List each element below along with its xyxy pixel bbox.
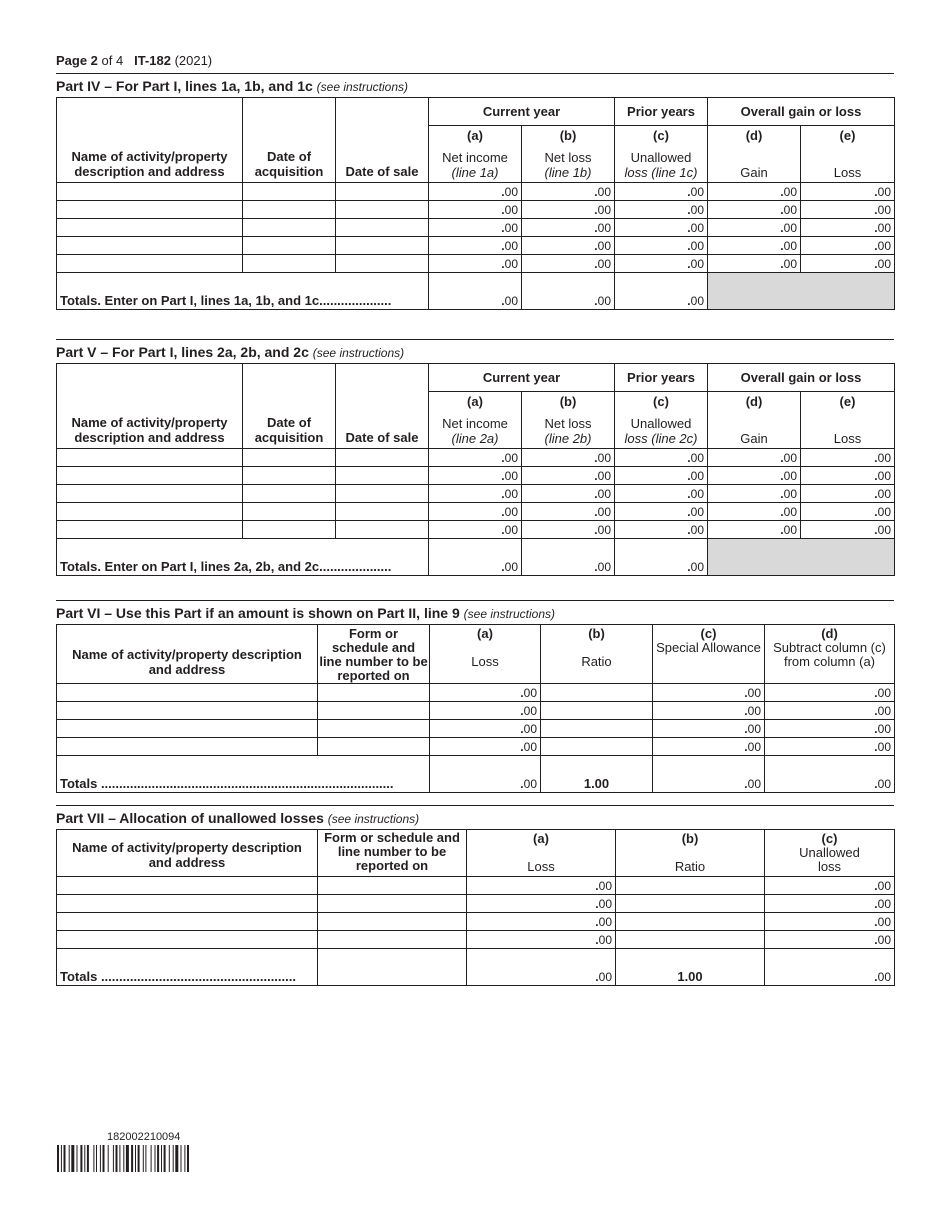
- entry-field[interactable]: [243, 449, 336, 467]
- amount-field[interactable]: .00: [522, 449, 615, 467]
- entry-field[interactable]: [57, 503, 243, 521]
- amount-field[interactable]: .00: [615, 485, 708, 503]
- amount-field[interactable]: .00: [708, 467, 801, 485]
- part7-ratio-total: 1.00: [616, 949, 765, 986]
- entry-field[interactable]: [318, 720, 430, 738]
- table-row: [57, 183, 895, 201]
- amount-field[interactable]: .00: [801, 449, 895, 467]
- part4-letter-b: (b): [522, 126, 615, 145]
- amount-field[interactable]: .00: [429, 201, 522, 219]
- amount-field[interactable]: .00: [467, 949, 616, 986]
- amount-field[interactable]: .00: [801, 485, 895, 503]
- amount-field[interactable]: .00: [522, 485, 615, 503]
- entry-field[interactable]: [57, 684, 318, 702]
- amount-field[interactable]: .00: [708, 485, 801, 503]
- part7-col-c: (c) Unallowed loss: [765, 830, 895, 877]
- amount-field[interactable]: .00: [615, 183, 708, 201]
- entry-field[interactable]: [318, 877, 467, 895]
- amount-field[interactable]: .00: [765, 949, 895, 986]
- entry-field[interactable]: [57, 738, 318, 756]
- entry-field[interactable]: [336, 237, 429, 255]
- part4-table: [56, 97, 895, 310]
- entry-field[interactable]: [318, 738, 430, 756]
- amount-field[interactable]: .00: [615, 201, 708, 219]
- amount-field[interactable]: .00: [615, 467, 708, 485]
- amount-field[interactable]: .00: [615, 219, 708, 237]
- entry-field[interactable]: [336, 183, 429, 201]
- amount-field[interactable]: .00: [708, 219, 801, 237]
- part4-letter-c: (c): [615, 126, 708, 145]
- part6-table: [56, 624, 895, 793]
- amount-field[interactable]: .00: [765, 877, 895, 895]
- amount-field[interactable]: .00: [615, 539, 708, 576]
- entry-field[interactable]: [336, 467, 429, 485]
- part4-col-acquisition: Date of acquisition: [243, 98, 336, 183]
- table-row: [57, 720, 895, 738]
- barcode-number: 182002210094: [107, 1131, 181, 1143]
- part4-note: (see instructions): [316, 80, 409, 94]
- part6-title: Part VI – Use this Part if an amount is shown on Part II, line 9 (see instructions): [56, 605, 556, 621]
- table-row: [57, 467, 895, 485]
- table-row: [57, 219, 895, 237]
- entry-field[interactable]: [616, 877, 765, 895]
- part7-col-a: (a) Loss: [467, 830, 616, 877]
- part4-col-name: Name of activity/property description and address: [57, 98, 243, 183]
- amount-field[interactable]: .00: [430, 720, 541, 738]
- amount-field[interactable]: .00: [522, 539, 615, 576]
- amount-field[interactable]: .00: [765, 738, 895, 756]
- entry-field[interactable]: [57, 877, 318, 895]
- amount-field[interactable]: .00: [765, 756, 895, 793]
- part4-sub-c: Unallowed loss (line 1c): [615, 145, 708, 183]
- entry-field[interactable]: [318, 913, 467, 931]
- table-row: [57, 913, 895, 931]
- part5-col-acquisition: Date of acquisition: [243, 364, 336, 449]
- amount-field[interactable]: .00: [522, 219, 615, 237]
- part5-rule: [56, 339, 894, 340]
- amount-field[interactable]: .00: [615, 273, 708, 310]
- amount-field[interactable]: .00: [467, 913, 616, 931]
- part5-letter-a: (a): [429, 392, 522, 411]
- part4-letter-a: (a): [429, 126, 522, 145]
- amount-field[interactable]: .00: [430, 702, 541, 720]
- amount-field[interactable]: .00: [801, 255, 895, 273]
- entry-field[interactable]: [57, 183, 243, 201]
- page-label: Page 2: [56, 53, 98, 68]
- entry-field[interactable]: [57, 931, 318, 949]
- part6-ratio-total: 1.00: [541, 756, 653, 793]
- table-row: [57, 449, 895, 467]
- table-row: [57, 503, 895, 521]
- amount-field[interactable]: .00: [708, 255, 801, 273]
- page-of: of 4: [101, 53, 124, 68]
- part4-sub-d: Gain: [708, 145, 801, 183]
- entry-field[interactable]: [57, 201, 243, 219]
- entry-field[interactable]: [616, 913, 765, 931]
- part4-sub-a: Net income (line 1a): [429, 145, 522, 183]
- amount-field[interactable]: .00: [429, 503, 522, 521]
- amount-field[interactable]: .00: [801, 183, 895, 201]
- part4-col-sale: Date of sale: [336, 98, 429, 183]
- entry-field[interactable]: [616, 895, 765, 913]
- part4-letter-e: (e): [801, 126, 895, 145]
- form-field[interactable]: [318, 949, 467, 986]
- amount-field[interactable]: .00: [522, 237, 615, 255]
- entry-field[interactable]: [541, 738, 653, 756]
- entry-field[interactable]: [57, 720, 318, 738]
- entry-field[interactable]: [243, 255, 336, 273]
- part4-sub-e: Loss: [801, 145, 895, 183]
- amount-field[interactable]: .00: [801, 219, 895, 237]
- part5-sub-c: Unallowed loss (line 2c): [615, 411, 708, 449]
- table-row: [57, 931, 895, 949]
- table-row: [57, 895, 895, 913]
- entry-field[interactable]: [336, 503, 429, 521]
- amount-field[interactable]: .00: [708, 521, 801, 539]
- amount-field[interactable]: .00: [708, 449, 801, 467]
- part5-table: [56, 363, 895, 576]
- table-row: [57, 684, 895, 702]
- amount-field[interactable]: .00: [653, 756, 765, 793]
- entry-field[interactable]: [57, 255, 243, 273]
- part5-group-prior: Prior years: [615, 364, 708, 392]
- part4-group-prior: Prior years: [615, 98, 708, 126]
- entry-field[interactable]: [243, 521, 336, 539]
- form-year: (2021): [174, 53, 213, 68]
- part5-letter-d: (d): [708, 392, 801, 411]
- entry-field[interactable]: [318, 931, 467, 949]
- amount-field[interactable]: .00: [467, 895, 616, 913]
- part7-note: (see instructions): [327, 812, 420, 826]
- amount-field[interactable]: .00: [429, 539, 522, 576]
- part5-letter-c: (c): [615, 392, 708, 411]
- entry-field[interactable]: [336, 521, 429, 539]
- entry-field[interactable]: [318, 895, 467, 913]
- table-row: [57, 485, 895, 503]
- amount-field[interactable]: .00: [615, 521, 708, 539]
- part5-col-sale: Date of sale: [336, 364, 429, 449]
- amount-field[interactable]: .00: [765, 684, 895, 702]
- amount-field[interactable]: .00: [653, 720, 765, 738]
- entry-field[interactable]: [243, 183, 336, 201]
- part7-col-b: (b) Ratio: [616, 830, 765, 877]
- amount-field[interactable]: .00: [429, 273, 522, 310]
- amount-field[interactable]: .00: [615, 255, 708, 273]
- part6-totals-label: Totals .................................................................................: [57, 756, 430, 793]
- amount-field[interactable]: .00: [615, 503, 708, 521]
- amount-field[interactable]: .00: [708, 237, 801, 255]
- part5-sub-d: Gain: [708, 411, 801, 449]
- amount-field[interactable]: .00: [708, 183, 801, 201]
- amount-field[interactable]: .00: [653, 684, 765, 702]
- entry-field[interactable]: [57, 467, 243, 485]
- part4-totals-label: Totals. Enter on Part I, lines 1a, 1b, and 1c....................: [57, 273, 429, 310]
- part5-totals-label: Totals. Enter on Part I, lines 2a, 2b, and 2c....................: [57, 539, 429, 576]
- table-row: [57, 201, 895, 219]
- entry-field[interactable]: [243, 219, 336, 237]
- entry-field[interactable]: [243, 201, 336, 219]
- part5-group-current: Current year: [429, 364, 615, 392]
- table-row: [57, 255, 895, 273]
- entry-field[interactable]: [616, 931, 765, 949]
- entry-field[interactable]: [57, 237, 243, 255]
- table-row: [57, 702, 895, 720]
- entry-field[interactable]: [243, 467, 336, 485]
- part6-rule: [56, 600, 894, 601]
- amount-field[interactable]: .00: [765, 895, 895, 913]
- part5-letter-e: (e): [801, 392, 895, 411]
- amount-field[interactable]: .00: [429, 449, 522, 467]
- part4-group-current: Current year: [429, 98, 615, 126]
- amount-field[interactable]: .00: [429, 521, 522, 539]
- entry-field[interactable]: [243, 485, 336, 503]
- table-row: [57, 738, 895, 756]
- part5-sub-e: Loss: [801, 411, 895, 449]
- part7-totals-label: Totals ......................................................: [57, 949, 318, 986]
- amount-field[interactable]: .00: [801, 503, 895, 521]
- table-row: [57, 877, 895, 895]
- part6-col-form: Form or schedule and line number to be reported on: [319, 626, 428, 683]
- amount-field[interactable]: .00: [522, 273, 615, 310]
- amount-field[interactable]: .00: [615, 449, 708, 467]
- entry-field[interactable]: [541, 684, 653, 702]
- amount-field[interactable]: .00: [430, 756, 541, 793]
- entry-field[interactable]: [541, 720, 653, 738]
- amount-field[interactable]: .00: [801, 237, 895, 255]
- entry-field[interactable]: [57, 913, 318, 931]
- part7-title: Part VII – Allocation of unallowed losses (see instructions): [56, 810, 420, 826]
- entry-field[interactable]: [336, 255, 429, 273]
- entry-field[interactable]: [318, 684, 430, 702]
- part6-col-a: (a) Loss: [430, 625, 541, 684]
- part7-col-form: Form or schedule and line number to be reported on: [318, 830, 467, 877]
- entry-field[interactable]: [243, 237, 336, 255]
- shaded-cell: [708, 539, 895, 576]
- part5-sub-b: Net loss (line 2b): [522, 411, 615, 449]
- part4-rule: [56, 73, 894, 74]
- part6-col-b: (b) Ratio: [541, 625, 653, 684]
- amount-field[interactable]: .00: [429, 485, 522, 503]
- amount-field[interactable]: .00: [708, 201, 801, 219]
- amount-field[interactable]: .00: [522, 255, 615, 273]
- amount-field[interactable]: .00: [801, 521, 895, 539]
- part5-note: (see instructions): [312, 346, 405, 360]
- amount-field[interactable]: .00: [522, 521, 615, 539]
- part5-title: Part V – For Part I, lines 2a, 2b, and 2c (see instructions): [56, 344, 405, 360]
- entry-field[interactable]: [57, 485, 243, 503]
- amount-field[interactable]: .00: [765, 720, 895, 738]
- amount-field[interactable]: .00: [801, 201, 895, 219]
- amount-field[interactable]: .00: [522, 467, 615, 485]
- entry-field[interactable]: [57, 521, 243, 539]
- amount-field[interactable]: .00: [708, 503, 801, 521]
- shaded-cell: [708, 273, 895, 310]
- amount-field[interactable]: .00: [653, 702, 765, 720]
- page-header: [56, 53, 212, 68]
- entry-field[interactable]: [57, 895, 318, 913]
- amount-field[interactable]: .00: [429, 219, 522, 237]
- amount-field[interactable]: .00: [429, 255, 522, 273]
- amount-field[interactable]: .00: [430, 684, 541, 702]
- amount-field[interactable]: .00: [653, 738, 765, 756]
- part5-letter-b: (b): [522, 392, 615, 411]
- part6-note: (see instructions): [463, 607, 556, 621]
- part6-col-name: Name of activity/property description and address: [57, 625, 318, 684]
- table-row: [57, 521, 895, 539]
- amount-field[interactable]: .00: [429, 237, 522, 255]
- amount-field[interactable]: .00: [430, 738, 541, 756]
- part5-sub-a: Net income (line 2a): [429, 411, 522, 449]
- amount-field[interactable]: .00: [429, 183, 522, 201]
- table-row: [57, 237, 895, 255]
- amount-field[interactable]: .00: [615, 237, 708, 255]
- part6-col-c: (c) Special Allowance: [653, 625, 765, 684]
- part5-col-name: Name of activity/property description and address: [57, 364, 243, 449]
- amount-field[interactable]: .00: [522, 183, 615, 201]
- amount-field[interactable]: .00: [801, 467, 895, 485]
- entry-field[interactable]: [57, 449, 243, 467]
- part4-group-overall: Overall gain or loss: [708, 98, 895, 126]
- amount-field[interactable]: .00: [765, 931, 895, 949]
- part6-col-d: (d) Subtract column (c) from column (a): [765, 625, 895, 684]
- form-number: IT-182: [134, 53, 171, 68]
- part7-rule: [56, 805, 894, 806]
- entry-field[interactable]: [541, 702, 653, 720]
- part5-group-overall: Overall gain or loss: [708, 364, 895, 392]
- entry-field[interactable]: [57, 219, 243, 237]
- amount-field[interactable]: .00: [467, 931, 616, 949]
- part7-table: [56, 829, 895, 986]
- entry-field[interactable]: [336, 485, 429, 503]
- entry-field[interactable]: [57, 702, 318, 720]
- barcode-image: [57, 1145, 239, 1172]
- part4-title: Part IV – For Part I, lines 1a, 1b, and 1c (see instructions): [56, 78, 409, 94]
- part7-col-name: Name of activity/property description and address: [57, 830, 318, 877]
- entry-field[interactable]: [336, 201, 429, 219]
- entry-field[interactable]: [243, 503, 336, 521]
- entry-field[interactable]: [336, 219, 429, 237]
- amount-field[interactable]: .00: [522, 503, 615, 521]
- amount-field[interactable]: .00: [765, 913, 895, 931]
- part4-letter-d: (d): [708, 126, 801, 145]
- entry-field[interactable]: [336, 449, 429, 467]
- amount-field[interactable]: .00: [765, 702, 895, 720]
- amount-field[interactable]: .00: [467, 877, 616, 895]
- amount-field[interactable]: .00: [522, 201, 615, 219]
- amount-field[interactable]: .00: [429, 467, 522, 485]
- part4-sub-b: Net loss (line 1b): [522, 145, 615, 183]
- entry-field[interactable]: [318, 702, 430, 720]
